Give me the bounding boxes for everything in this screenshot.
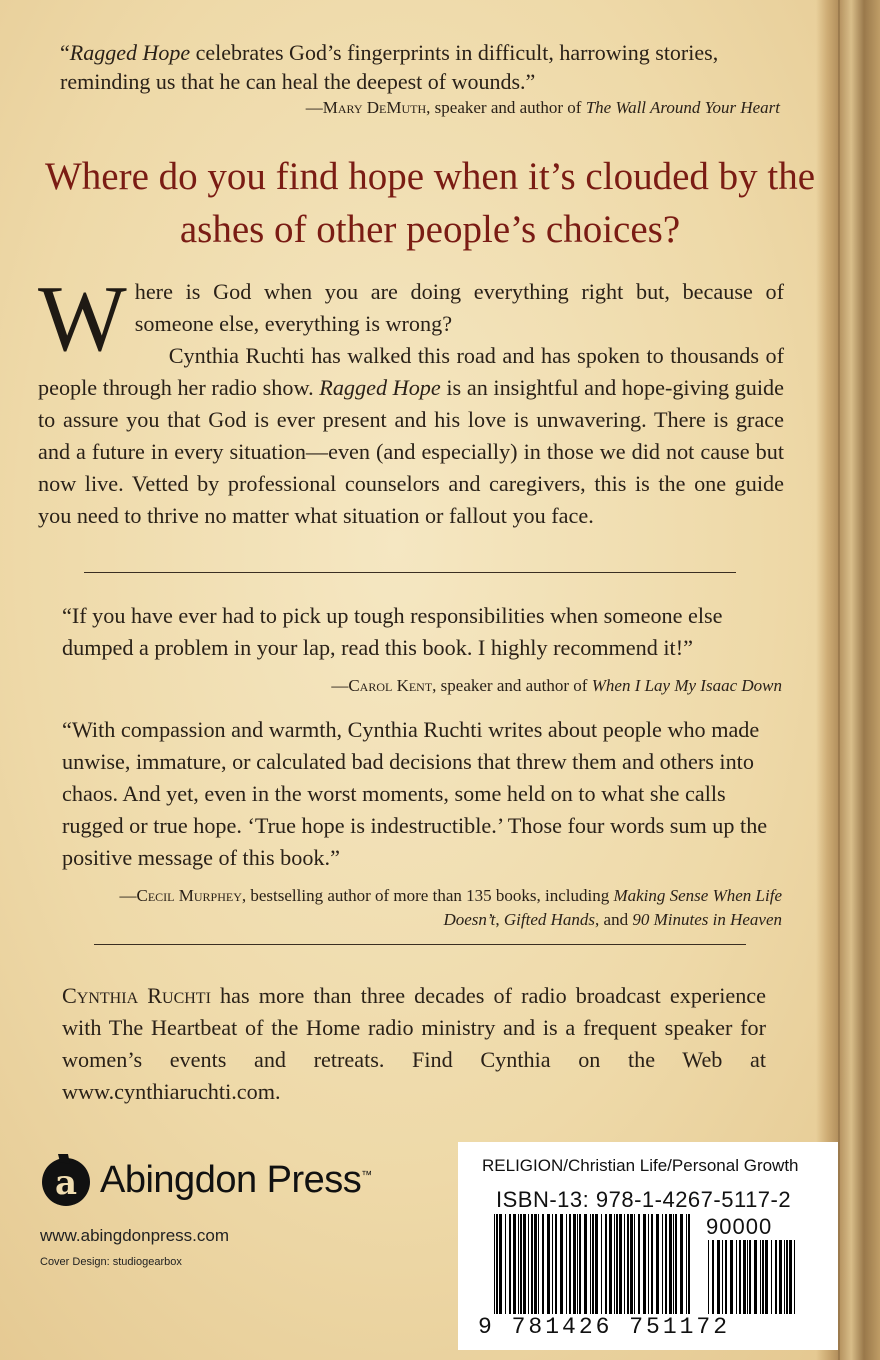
publisher-logo	[40, 1152, 372, 1208]
barcode-bar	[743, 1240, 746, 1314]
barcode-bar	[555, 1214, 557, 1314]
price-addon-barcode	[708, 1240, 800, 1314]
endorsement-attribution: —Mary DeMuth, speaker and author of The Wall Around Your Heart	[305, 98, 780, 117]
barcode-bar	[605, 1214, 607, 1314]
cover-design-credit: Cover Design: studiogearbox	[40, 1256, 182, 1268]
barcode-bar	[590, 1214, 591, 1314]
barcode-bar	[609, 1214, 612, 1314]
endorsement-demuth	[60, 38, 780, 120]
endorsement-kent	[62, 600, 782, 698]
barcode-label	[458, 1142, 838, 1350]
barcode-bar	[673, 1214, 674, 1314]
isbn-number: ISBN-13: 978-1-4267-5117-2	[496, 1187, 792, 1212]
barcode-bar	[577, 1214, 578, 1314]
barcode-bar	[579, 1214, 581, 1314]
barcode-bar	[505, 1214, 506, 1314]
barcode-bar	[534, 1214, 537, 1314]
barcode-bar	[573, 1214, 576, 1314]
endorsement-text: “Ragged Hope celebrates God’s fingerprints in difficult, harrowing stories, reminding us that he can heal the deepest of wounds.”	[60, 40, 719, 94]
book-description	[38, 267, 784, 532]
barcode-bar	[634, 1214, 635, 1314]
barcode-bar	[717, 1240, 720, 1314]
barcode-bar	[675, 1214, 677, 1314]
barcode-digits: 9 781426 751172	[478, 1314, 731, 1340]
barcode-bar	[569, 1214, 571, 1314]
barcode-bar	[494, 1214, 495, 1314]
barcode-bar	[601, 1214, 602, 1314]
bisac-category: RELIGION/Christian Life/Personal Growth	[482, 1156, 799, 1175]
barcode-bar	[665, 1214, 667, 1314]
barcode-bar	[624, 1214, 625, 1314]
barcode-bar	[651, 1214, 653, 1314]
barcode-bar	[656, 1214, 659, 1314]
price-code: 90000	[706, 1214, 773, 1239]
endorsement-text: “If you have ever had to pick up tough responsibilities when someone else dumped a problem in your lap, read this book. I highly recommend it!”	[62, 603, 723, 660]
barcode-bar	[794, 1240, 795, 1314]
divider	[94, 944, 746, 945]
barcode-bar	[566, 1214, 567, 1314]
barcode-bar	[784, 1240, 785, 1314]
barcode-bar	[760, 1240, 761, 1314]
barcode-bar	[680, 1214, 683, 1314]
barcode-bar	[648, 1214, 649, 1314]
barcode-bar	[518, 1214, 519, 1314]
barcode-bar	[531, 1214, 533, 1314]
barcode-bar	[754, 1240, 757, 1314]
barcode-bar	[513, 1214, 516, 1314]
barcode-bar	[779, 1240, 782, 1314]
publisher-block	[40, 1152, 372, 1268]
barcode-bar	[643, 1214, 646, 1314]
barcode-bar	[736, 1240, 737, 1314]
ean-barcode	[494, 1214, 694, 1314]
barcode-bar	[789, 1240, 792, 1314]
barcode-bar	[619, 1214, 622, 1314]
barcode-bar	[686, 1214, 687, 1314]
endorsement-murphey	[62, 714, 782, 932]
barcode-bar	[749, 1240, 751, 1314]
barcode-bar	[708, 1240, 709, 1314]
barcode-bar	[538, 1214, 539, 1314]
description-paragraph-1: Where is God when you are doing everything right but, because of someone else, everything is wrong?	[38, 267, 784, 371]
publisher-url: www.abingdonpress.com	[40, 1226, 229, 1245]
svg-text:a: a	[54, 1163, 78, 1203]
spine-crease	[838, 0, 840, 1360]
barcode-bar	[739, 1240, 741, 1314]
barcode-bar	[786, 1240, 788, 1314]
barcode-bar	[747, 1240, 748, 1314]
barcode-bar	[616, 1214, 618, 1314]
publisher-name: Abingdon Press™	[100, 1158, 372, 1201]
barcode-bar	[712, 1240, 714, 1314]
endorsement-text: “With compassion and warmth, Cynthia Ruchti writes about people who made unwise, immature, or calculated bad decisions that threw them and others into chaos. And yet, even in the worst moments, some held on to what she calls rugged or true hope. ‘True hope is indestructible.’ Those four words sum up the positive message of this book.”	[62, 717, 768, 870]
barcode-bar	[509, 1214, 511, 1314]
barcode-bar	[730, 1240, 733, 1314]
barcode-bar	[560, 1214, 563, 1314]
barcode-bar	[630, 1214, 633, 1314]
barcode-bar	[771, 1240, 772, 1314]
headline: Where do you find hope when it’s clouded by the ashes of other people’s choices?	[44, 155, 816, 251]
description-paragraph-2: Cynthia Ruchti has walked this road and has spoken to thousands of people through her radio show. Ragged Hope is an insightful and hope-giving guide to assure you that God is ever present and his love is unwavering. There is grace and a future in every situation—even (and especially) in those we did not cause but now live. Vetted by professional counselors and caregivers, this is the one guide you need to thrive no matter what situation or fallout you face.	[38, 343, 784, 528]
barcode-bar	[638, 1214, 640, 1314]
barcode-bar	[669, 1214, 672, 1314]
barcode-bar	[765, 1240, 768, 1314]
author-bio: Cynthia Ruchti has more than three decades of radio broadcast experience with The Heartbeat of the Home radio ministry and is a frequent speaker for women’s events and retreats. Find Cynthia on the Web at www.cynthiaruchti.com.	[62, 983, 766, 1104]
barcode-bar	[725, 1240, 727, 1314]
barcode-bar	[627, 1214, 629, 1314]
barcode-bar	[528, 1214, 529, 1314]
endorsement-attribution: —Carol Kent, speaker and author of When I Lay My Isaac Down	[331, 676, 782, 695]
divider	[84, 572, 736, 573]
barcode-bar	[775, 1240, 777, 1314]
barcode-bar	[762, 1240, 764, 1314]
barcode-bar	[688, 1214, 690, 1314]
drop-cap: W	[38, 267, 127, 371]
barcode-bar	[523, 1214, 526, 1314]
endorsement-attribution: —Cecil Murphey, bestselling author of more than 135 books, including Making Sense When Life Doesn’t, Gifted Hands, and 90 Minutes in Heaven	[119, 886, 782, 929]
barcode-bar	[595, 1214, 598, 1314]
abingdon-logo-icon	[40, 1152, 92, 1208]
barcode-bar	[722, 1240, 723, 1314]
barcode-bar	[547, 1214, 550, 1314]
barcode-bar	[662, 1214, 663, 1314]
barcode-bar	[499, 1214, 502, 1314]
barcode-bar	[520, 1214, 522, 1314]
barcode-bar	[542, 1214, 544, 1314]
barcode-bar	[552, 1214, 553, 1314]
barcode-bar	[496, 1214, 498, 1314]
barcode-bar	[614, 1214, 615, 1314]
barcode-bar	[584, 1214, 587, 1314]
barcode-bar	[592, 1214, 594, 1314]
